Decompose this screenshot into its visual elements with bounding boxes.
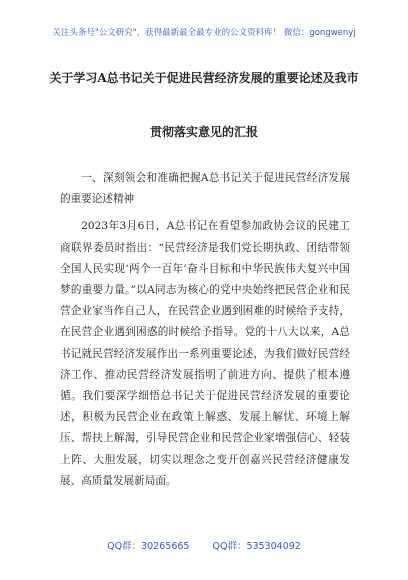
header-banner: 关注头条号"公文研究"，获得最新最全最专业的公文资料库！ 微信：gongwenyj bbox=[52, 28, 356, 38]
document-title-line-2: 贯彻落实意见的汇报 bbox=[149, 125, 258, 139]
section-heading: 一、深刻领会和准确把握A总书记关于促进民营经济发展的重要论述精神 bbox=[60, 172, 350, 206]
footer-bar bbox=[0, 538, 408, 552]
document-body bbox=[60, 168, 350, 496]
qq-group-1: QQ群：30265665 bbox=[107, 541, 190, 552]
document-title-line-1: 关于学习A总书记关于促进民营经济发展的重要论述及我市 bbox=[49, 71, 359, 85]
qq-group-2: QQ群：535304092 bbox=[212, 541, 301, 552]
body-paragraph: 2023年3月6日，A总书记在看望参加政协会议的民建工商联界委员时指出：“民营经济是我们党长期执政、团结带领全国人民实现‘两个一百年’奋斗目标和中华民族伟大复兴中国梦的重要力量。”以A同志为核心的党中央始终把民营企业和民营企业家当作自己人，在民营企业遇到困难的时候给予支持，在民营企业遇到困惑的时候给予指导。党的十八大以来，A总书记就民营经济发展作出一系列重要论述，为我们做好民营经济工作、推动民营经济发展指明了前进方向、提供了根本遵循。我们要深学细悟总书记关于促进民营经济发展的重要论述，积极为民营企业在政策上解惑、发展上解忧、环境上解压、帮扶上解渴，引导民营企业和民营企业家增强信心、轻装上阵、大胆发展，切实以理念之变开创嘉兴民营经济健康发展、高质量发展新局面。 bbox=[60, 220, 350, 487]
